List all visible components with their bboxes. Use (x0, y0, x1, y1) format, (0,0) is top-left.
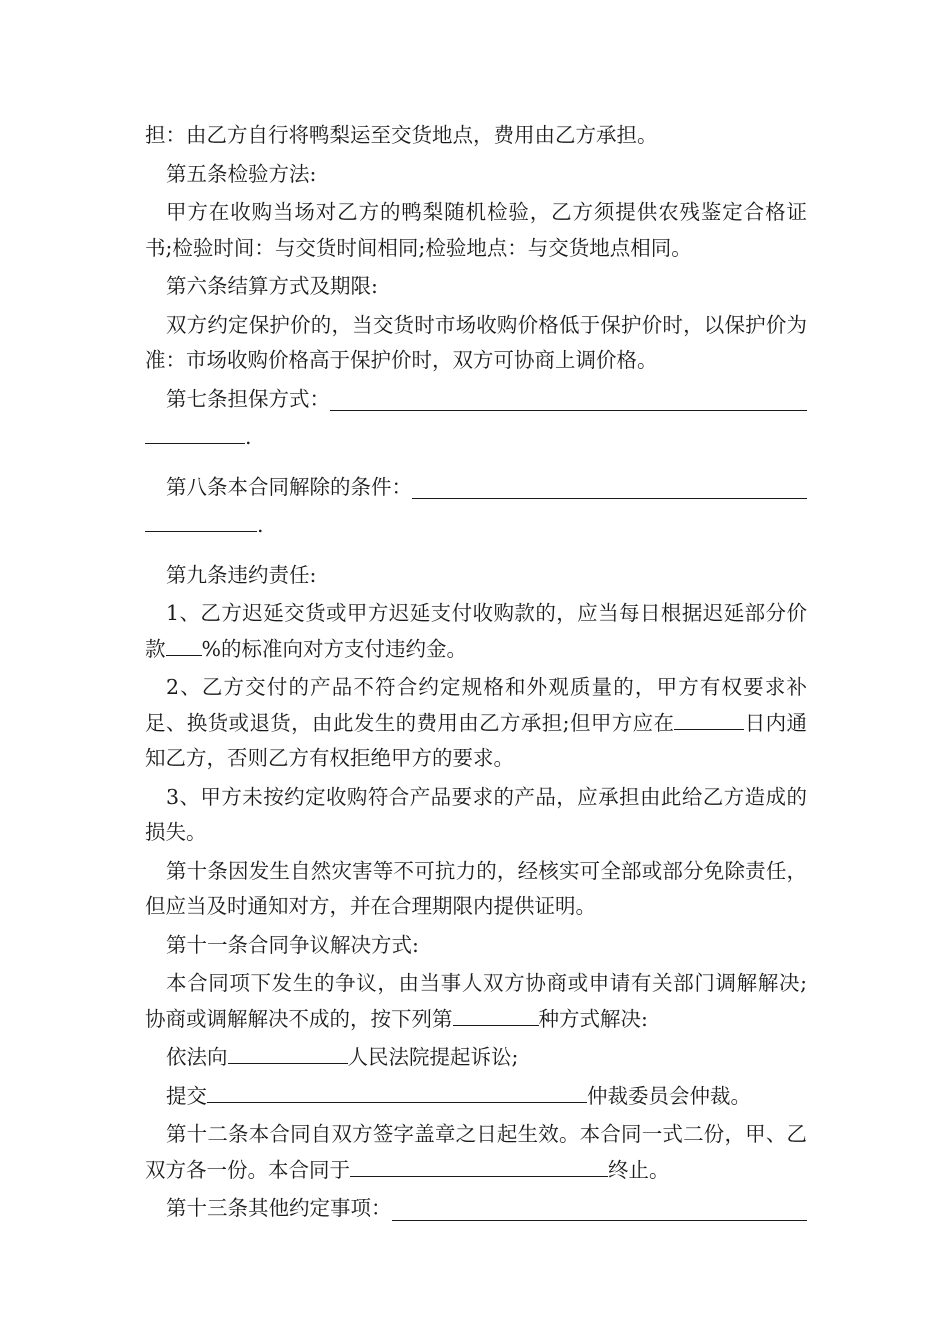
text: 提交 (166, 1083, 207, 1108)
text: 种方式解决: (538, 1006, 648, 1031)
text: 仲裁委员会仲裁。 (587, 1083, 751, 1108)
article-6-body (145, 308, 807, 379)
article-10 (145, 854, 807, 925)
article-11-option-2 (145, 1079, 807, 1115)
article-11-title (145, 928, 807, 964)
text: 第六条结算方式及期限: (166, 274, 378, 298)
notice-days-blank[interactable] (674, 706, 734, 730)
text: 第五条检验方法: (166, 161, 317, 186)
text: 日内通知乙方，否则乙方有权拒绝甲方的要求。 (145, 710, 808, 770)
text: 双方约定保护价的，当交货时市场收购价格低于保护价时，以保护价为准：市场收购价格高于保护价时，双方可协商上调价格。 (145, 312, 807, 372)
text: 第十一条合同争议解决方式: (166, 932, 419, 957)
article-5-title (145, 157, 807, 193)
text: %的标准向对方支付违约金。 (201, 636, 467, 661)
text: . (257, 513, 264, 537)
text: 第十二条本合同自双方签字盖章之日起生效。本合同一式二份，甲、乙双方各一份。本合同于 (145, 1122, 807, 1182)
text: 甲方在收购当场对乙方的鸭梨随机检验，乙方须提供农残鉴定合格证书;检验时间：与交货时间相同;检验地点：与交货地点相同。 (145, 200, 807, 260)
court-name-blank[interactable] (228, 1040, 348, 1064)
article-13-label: 第十三条其他约定事项： (166, 1196, 392, 1220)
text: 终止。 (608, 1157, 670, 1182)
text: 依法向 (166, 1045, 228, 1069)
penalty-percent-blank[interactable] (166, 632, 202, 656)
article-5-body (145, 195, 807, 266)
notice-days-blank-cont[interactable] (734, 706, 744, 730)
article-9-title (145, 558, 807, 594)
article-6-title (145, 269, 807, 305)
termination-date-blank[interactable] (350, 1153, 608, 1177)
article-9-item-2 (145, 670, 807, 777)
article-8-line (145, 470, 807, 506)
article-9-item-1 (145, 596, 807, 667)
method-number-blank[interactable] (453, 1002, 539, 1026)
text: 第十条因发生自然灾害等不可抗力的，经核实可全部或部分免除责任，但应当及时通知对方，并在合理期限内提供证明。 (145, 858, 807, 918)
guarantee-method-blank-cont[interactable] (145, 420, 245, 444)
text: 3、甲方未按约定收购符合产品要求的产品，应承担由此给乙方造成的损失。 (145, 784, 807, 844)
article-7-label: 第七条担保方式： (166, 386, 330, 411)
article-11-body (145, 966, 807, 1037)
article-7-continuation (145, 420, 807, 456)
article-12 (145, 1117, 807, 1188)
text: 担：由乙方自行将鸭梨运至交货地点，费用由乙方承担。 (145, 123, 658, 147)
article-7-line (145, 382, 807, 418)
text: 2、乙方交付的产品不符合约定规格和外观质量的，甲方有权要求补足、换货或退货，由此发生的费用由乙方承担;但甲方应在 (145, 675, 807, 735)
article-8-label: 第八条本合同解除的条件： (166, 474, 412, 499)
termination-condition-blank-cont[interactable] (145, 508, 257, 532)
article-13-line (145, 1191, 807, 1227)
guarantee-method-blank[interactable] (330, 387, 807, 411)
article-8-continuation (145, 508, 807, 544)
termination-condition-blank[interactable] (412, 475, 807, 499)
paragraph-delivery-cost (145, 118, 807, 154)
text: 第九条违约责任: (166, 562, 317, 587)
article-11-option-1 (145, 1040, 807, 1076)
text: . (245, 425, 252, 449)
text: 人民法院提起诉讼; (347, 1045, 519, 1069)
contract-text (145, 118, 807, 1230)
arbitration-committee-blank[interactable] (207, 1079, 587, 1103)
text: 本合同项下发生的争议，由当事人双方协商或申请有关部门调解解决;协商或调解解决不成的，按下列第 (145, 971, 807, 1031)
other-matters-blank[interactable] (392, 1197, 808, 1221)
text: 1、乙方迟延交货或甲方迟延支付收购款的，应当每日根据迟延部分价款 (145, 601, 807, 661)
article-9-item-3 (145, 780, 807, 851)
